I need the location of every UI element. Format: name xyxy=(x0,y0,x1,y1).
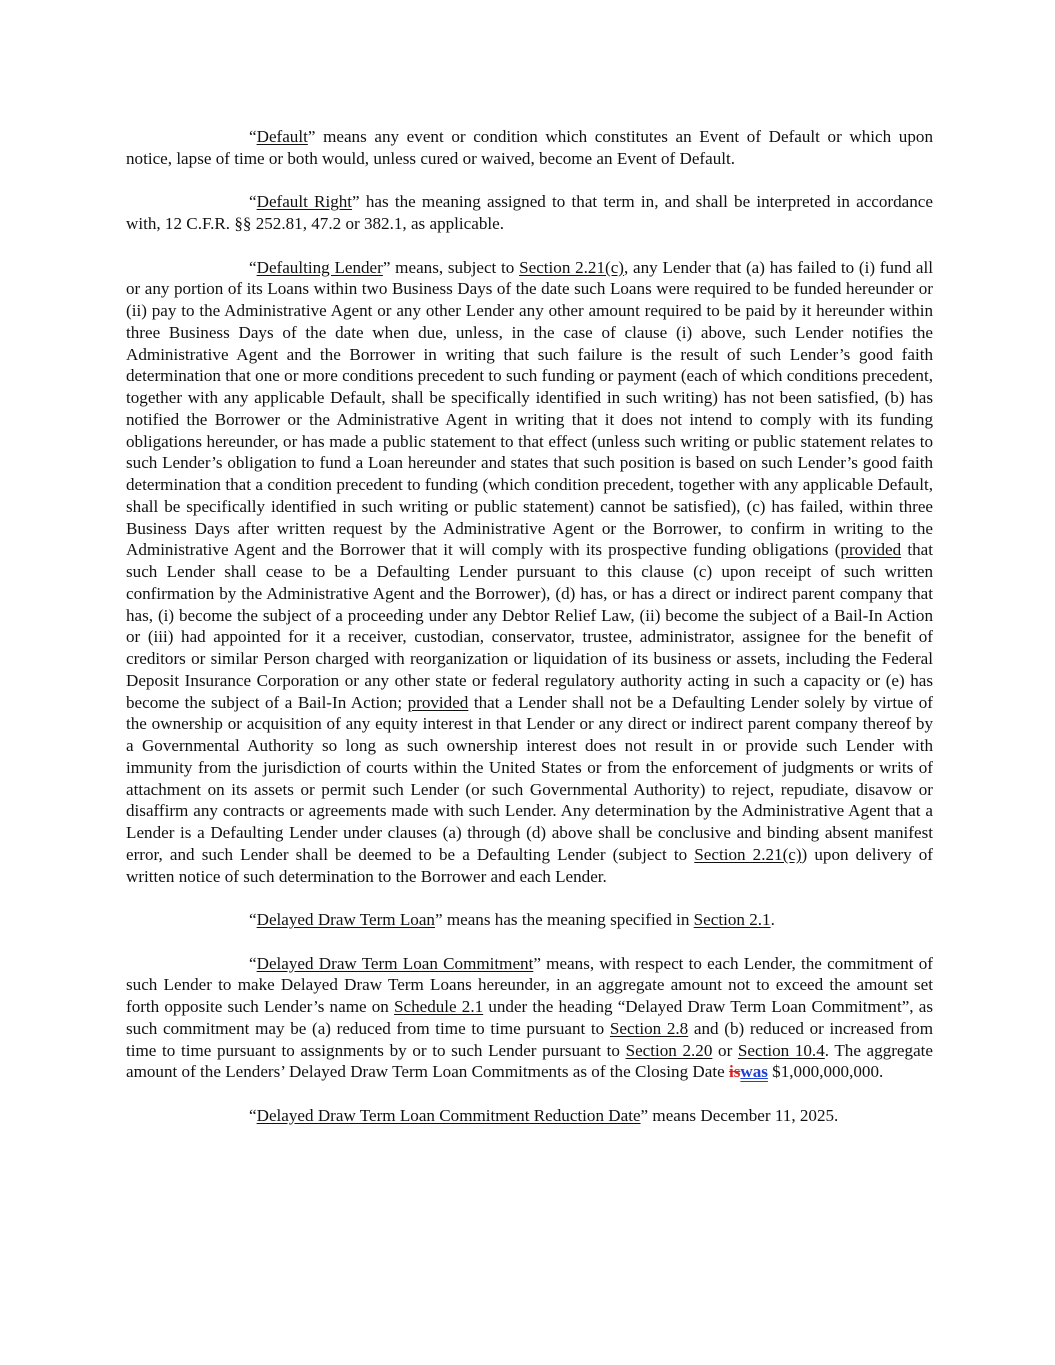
definition-text: means has the meaning specified in xyxy=(442,910,694,929)
term-default-right: Default Right xyxy=(256,192,353,212)
redline-deletion: is xyxy=(728,1062,741,1082)
section-reference: Section 2.1 xyxy=(693,910,771,929)
definition-text: that such Lender shall cease to be a Defaulting Lender pursuant to this clause (c) upon receipt of such written confirmation by the Administrative Agent and the Borrower), (d) has, or has a direct or indirect parent company that has, (i) become the subject of a proceeding under any Debtor Relief Law, (ii) become the subject of a Bail-In Action or (iii) had appointed for it a receiver, custodian, conservator, trustee, administrator, assignee for the benefit of creditors or similar Person charged with reorganization or liquidation of its business or assets, including the Federal Deposit Insurance Corporation or any other state or federal regulatory authority acting in such a capacity or (e) has become the subject of a Bail-In Action; xyxy=(126,540,933,712)
quote-open: “ xyxy=(249,127,257,146)
definition-ddtl-commitment xyxy=(126,953,933,1084)
quote-close: ” xyxy=(533,953,541,973)
definition-default-right xyxy=(126,191,933,235)
section-reference: Section 2.8 xyxy=(609,1018,689,1038)
definition-text: has the meaning assigned to that term in, and shall be interpreted in accordance with, 12 C.F.R. §§ 252.81, 47.2 or 382.1, as applicable. xyxy=(126,192,933,233)
term-default: Default xyxy=(256,127,308,146)
definition-delayed-draw-term-loan xyxy=(126,909,933,931)
provided-term: provided xyxy=(840,540,902,560)
quote-close: ” xyxy=(352,192,360,212)
quote-close: ” xyxy=(382,257,391,277)
definition-text: ) upon delivery of written notice of such determination to the Borrower and each Lender. xyxy=(126,844,934,886)
definition-text: $1,000,000,000. xyxy=(767,1062,884,1082)
quote-close: ” xyxy=(307,127,316,146)
definition-text: and (b) reduced or increased from time to time pursuant to assignments by or to such Lender pursuant to xyxy=(126,1018,933,1060)
quote-open: “ xyxy=(249,192,257,212)
section-reference: Section 2.21(c) xyxy=(519,257,624,277)
document-page xyxy=(126,126,933,1148)
definition-default xyxy=(126,126,933,170)
term-ddtl-commitment: Delayed Draw Term Loan Commitment xyxy=(256,953,534,973)
definition-text: means December 11, 2025. xyxy=(648,1105,839,1125)
definition-text: or xyxy=(712,1040,738,1060)
schedule-reference: Schedule 2.1 xyxy=(393,997,484,1016)
definition-text: under the heading “Delayed Draw Term Loan Commitment”, as such commitment may be (a) reduced from time to time pursuant to xyxy=(126,997,933,1038)
definition-text: , any Lender that (a) has failed to (i) fund all or any portion of its Loans within two Business Days of the date such Loans were required to be funded hereunder or (ii) pay to the Administrative Agent or any other Lender any other amount required to be paid by it hereunder within three Business Days of the date when due, unless, in the case of clause (i) above, such Lender notifies the Administrative Agent and the Borrower in writing that such failure is the result of such Lender’s good faith determination that one or more conditions precedent to such funding or payment (each of which conditions precedent, together with any applicable Default, shall be specifically identified in such writing) has not been satisfied, (b) has notified the Borrower or the Administrative Agent in writing that it does not intend to comply with its funding obligations hereunder, or has made a public statement to that effect (unless such writing or public statement relates to such Lender’s obligation to fund a Loan hereunder and states that such position is based on such Lender’s good faith determination that a condition precedent to funding (which condition precedent, together with any applicable Default, shall be specifically identified in such writing or public statement) cannot be satisfied), (c) has failed, within three Business Days after written request by the Administrative Agent or the Borrower, to confirm in writing to the Administrative Agent and the Borrower that it will comply with its prospective funding obligations ( xyxy=(126,257,933,560)
section-reference: Section 10.4 xyxy=(737,1040,825,1060)
section-reference: Section 2.20 xyxy=(625,1040,713,1060)
provided-term: provided xyxy=(407,692,469,712)
quote-close: ” xyxy=(640,1105,649,1125)
term-delayed-draw-term-loan: Delayed Draw Term Loan xyxy=(256,910,435,929)
quote-open: “ xyxy=(249,953,257,973)
term-ddtl-reduction-date: Delayed Draw Term Loan Commitment Reduction Date xyxy=(256,1105,641,1125)
section-reference: Section 2.21(c) xyxy=(694,844,802,864)
quote-open: “ xyxy=(249,910,257,929)
definition-ddtl-reduction-date xyxy=(126,1105,933,1127)
redline-insertion: was xyxy=(740,1062,768,1082)
quote-open: “ xyxy=(249,257,257,277)
definition-text: . The aggregate amount of the Lenders’ Delayed Draw Term Loan Commitments as of the Closing Date xyxy=(126,1040,933,1082)
quote-open: “ xyxy=(249,1105,257,1125)
definition-text: that a Lender shall not be a Defaulting Lender solely by virtue of the ownership or acquisition of any equity interest in that Lender or any direct or indirect parent company thereof by a Governmental Authority so long as such ownership interest does not result in or provide such Lender with immunity from the jurisdiction of courts within the United States or from the enforcement of judgments or writs of attachment on its assets or permit such Lender (or such Governmental Authority) to reject, repudiate, disavow or disaffirm any contracts or agreements made with such Lender. Any determination by the Administrative Agent that a Lender is a Defaulting Lender under clauses (a) through (d) above shall be conclusive and binding absent manifest error, and such Lender shall be deemed to be a Defaulting Lender (subject to xyxy=(126,692,933,864)
quote-close: ” xyxy=(434,910,443,929)
definition-defaulting-lender xyxy=(126,257,933,888)
definition-text: means, subject to xyxy=(390,257,520,277)
definition-text: . xyxy=(770,910,775,929)
term-defaulting-lender: Defaulting Lender xyxy=(256,257,383,277)
definition-text: means, with respect to each Lender, the commitment of such Lender to make Delayed Draw Term Loans hereunder, in an aggregate amount not to exceed the amount set forth opposite such Lender’s name on xyxy=(126,953,933,1016)
definition-text: means any event or condition which constitutes an Event of Default or which upon notice, lapse of time or both would, unless cured or waived, become an Event of Default. xyxy=(126,127,933,168)
